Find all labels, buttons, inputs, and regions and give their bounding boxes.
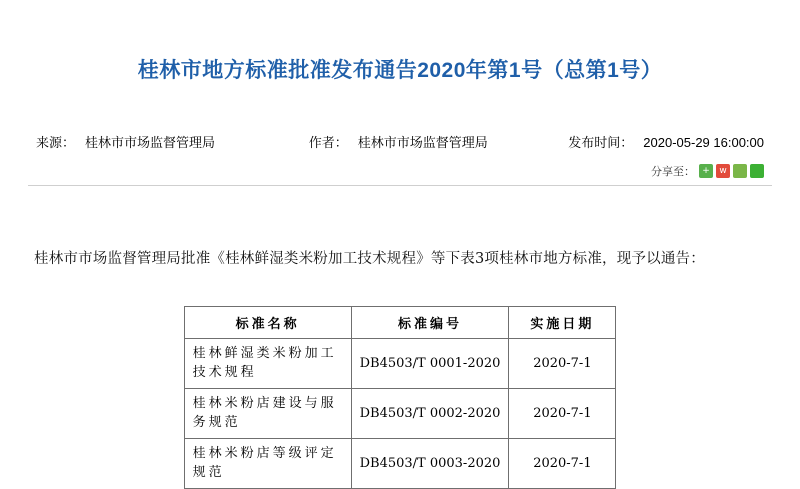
share-wechat-icon[interactable] (733, 164, 747, 178)
meta-source-value: 桂林市市场监督管理局 (85, 135, 216, 151)
meta-source-label: 来源： (36, 135, 76, 151)
share-label: 分享至： (651, 166, 695, 179)
column-header-code: 标准编号 (351, 306, 509, 338)
page-title: 桂林市地方标准批准发布通告2020年第1号（总第1号） (137, 59, 663, 83)
meta-publish-time (568, 132, 764, 151)
share-plus-icon[interactable]: + (699, 164, 713, 178)
column-header-name: 标准名称 (184, 306, 351, 338)
cell-standard-name: 桂林米粉店建设与服务规范 (184, 388, 351, 438)
cell-standard-code: DB4503/T 0001-2020 (351, 338, 509, 388)
share-bar (28, 159, 772, 185)
cell-standard-name: 桂林鲜湿类米粉加工技术规程 (184, 338, 351, 388)
standards-table-body (184, 338, 616, 488)
cell-standard-code: DB4503/T 0002-2020 (351, 388, 509, 438)
cell-standard-name: 桂林米粉店等级评定规范 (184, 438, 351, 488)
share-icon-list (699, 164, 764, 178)
meta-source (36, 132, 215, 151)
cell-standard-code: DB4503/T 0003-2020 (351, 438, 509, 488)
meta-publish-label: 发布时间： (568, 135, 634, 151)
column-header-date: 实施日期 (509, 306, 616, 338)
header-divider (28, 185, 772, 186)
table-row (184, 388, 616, 438)
cell-effective-date: 2020-7-1 (509, 438, 616, 488)
cell-effective-date: 2020-7-1 (509, 388, 616, 438)
table-header-row (184, 306, 616, 338)
share-qzone-icon[interactable] (750, 164, 764, 178)
meta-author (309, 132, 488, 151)
table-row (184, 438, 616, 488)
standards-table (184, 306, 617, 489)
meta-author-value: 桂林市市场监督管理局 (357, 135, 488, 151)
standards-table-head (184, 306, 616, 338)
article-body-paragraph: 桂林市市场监督管理局批准《桂林鲜湿类米粉加工技术规程》等下表3项桂林市地方标准，现予以通告： (34, 250, 705, 267)
standards-table-wrapper (28, 306, 772, 489)
table-row (184, 338, 616, 388)
cell-effective-date: 2020-7-1 (509, 338, 616, 388)
meta-author-label: 作者： (308, 135, 348, 151)
article-meta (28, 106, 772, 159)
share-sina-weibo-icon[interactable]: w (716, 164, 730, 178)
meta-publish-value: 2020-05-29 16:00:00 (643, 135, 764, 151)
article-page (0, 14, 800, 488)
